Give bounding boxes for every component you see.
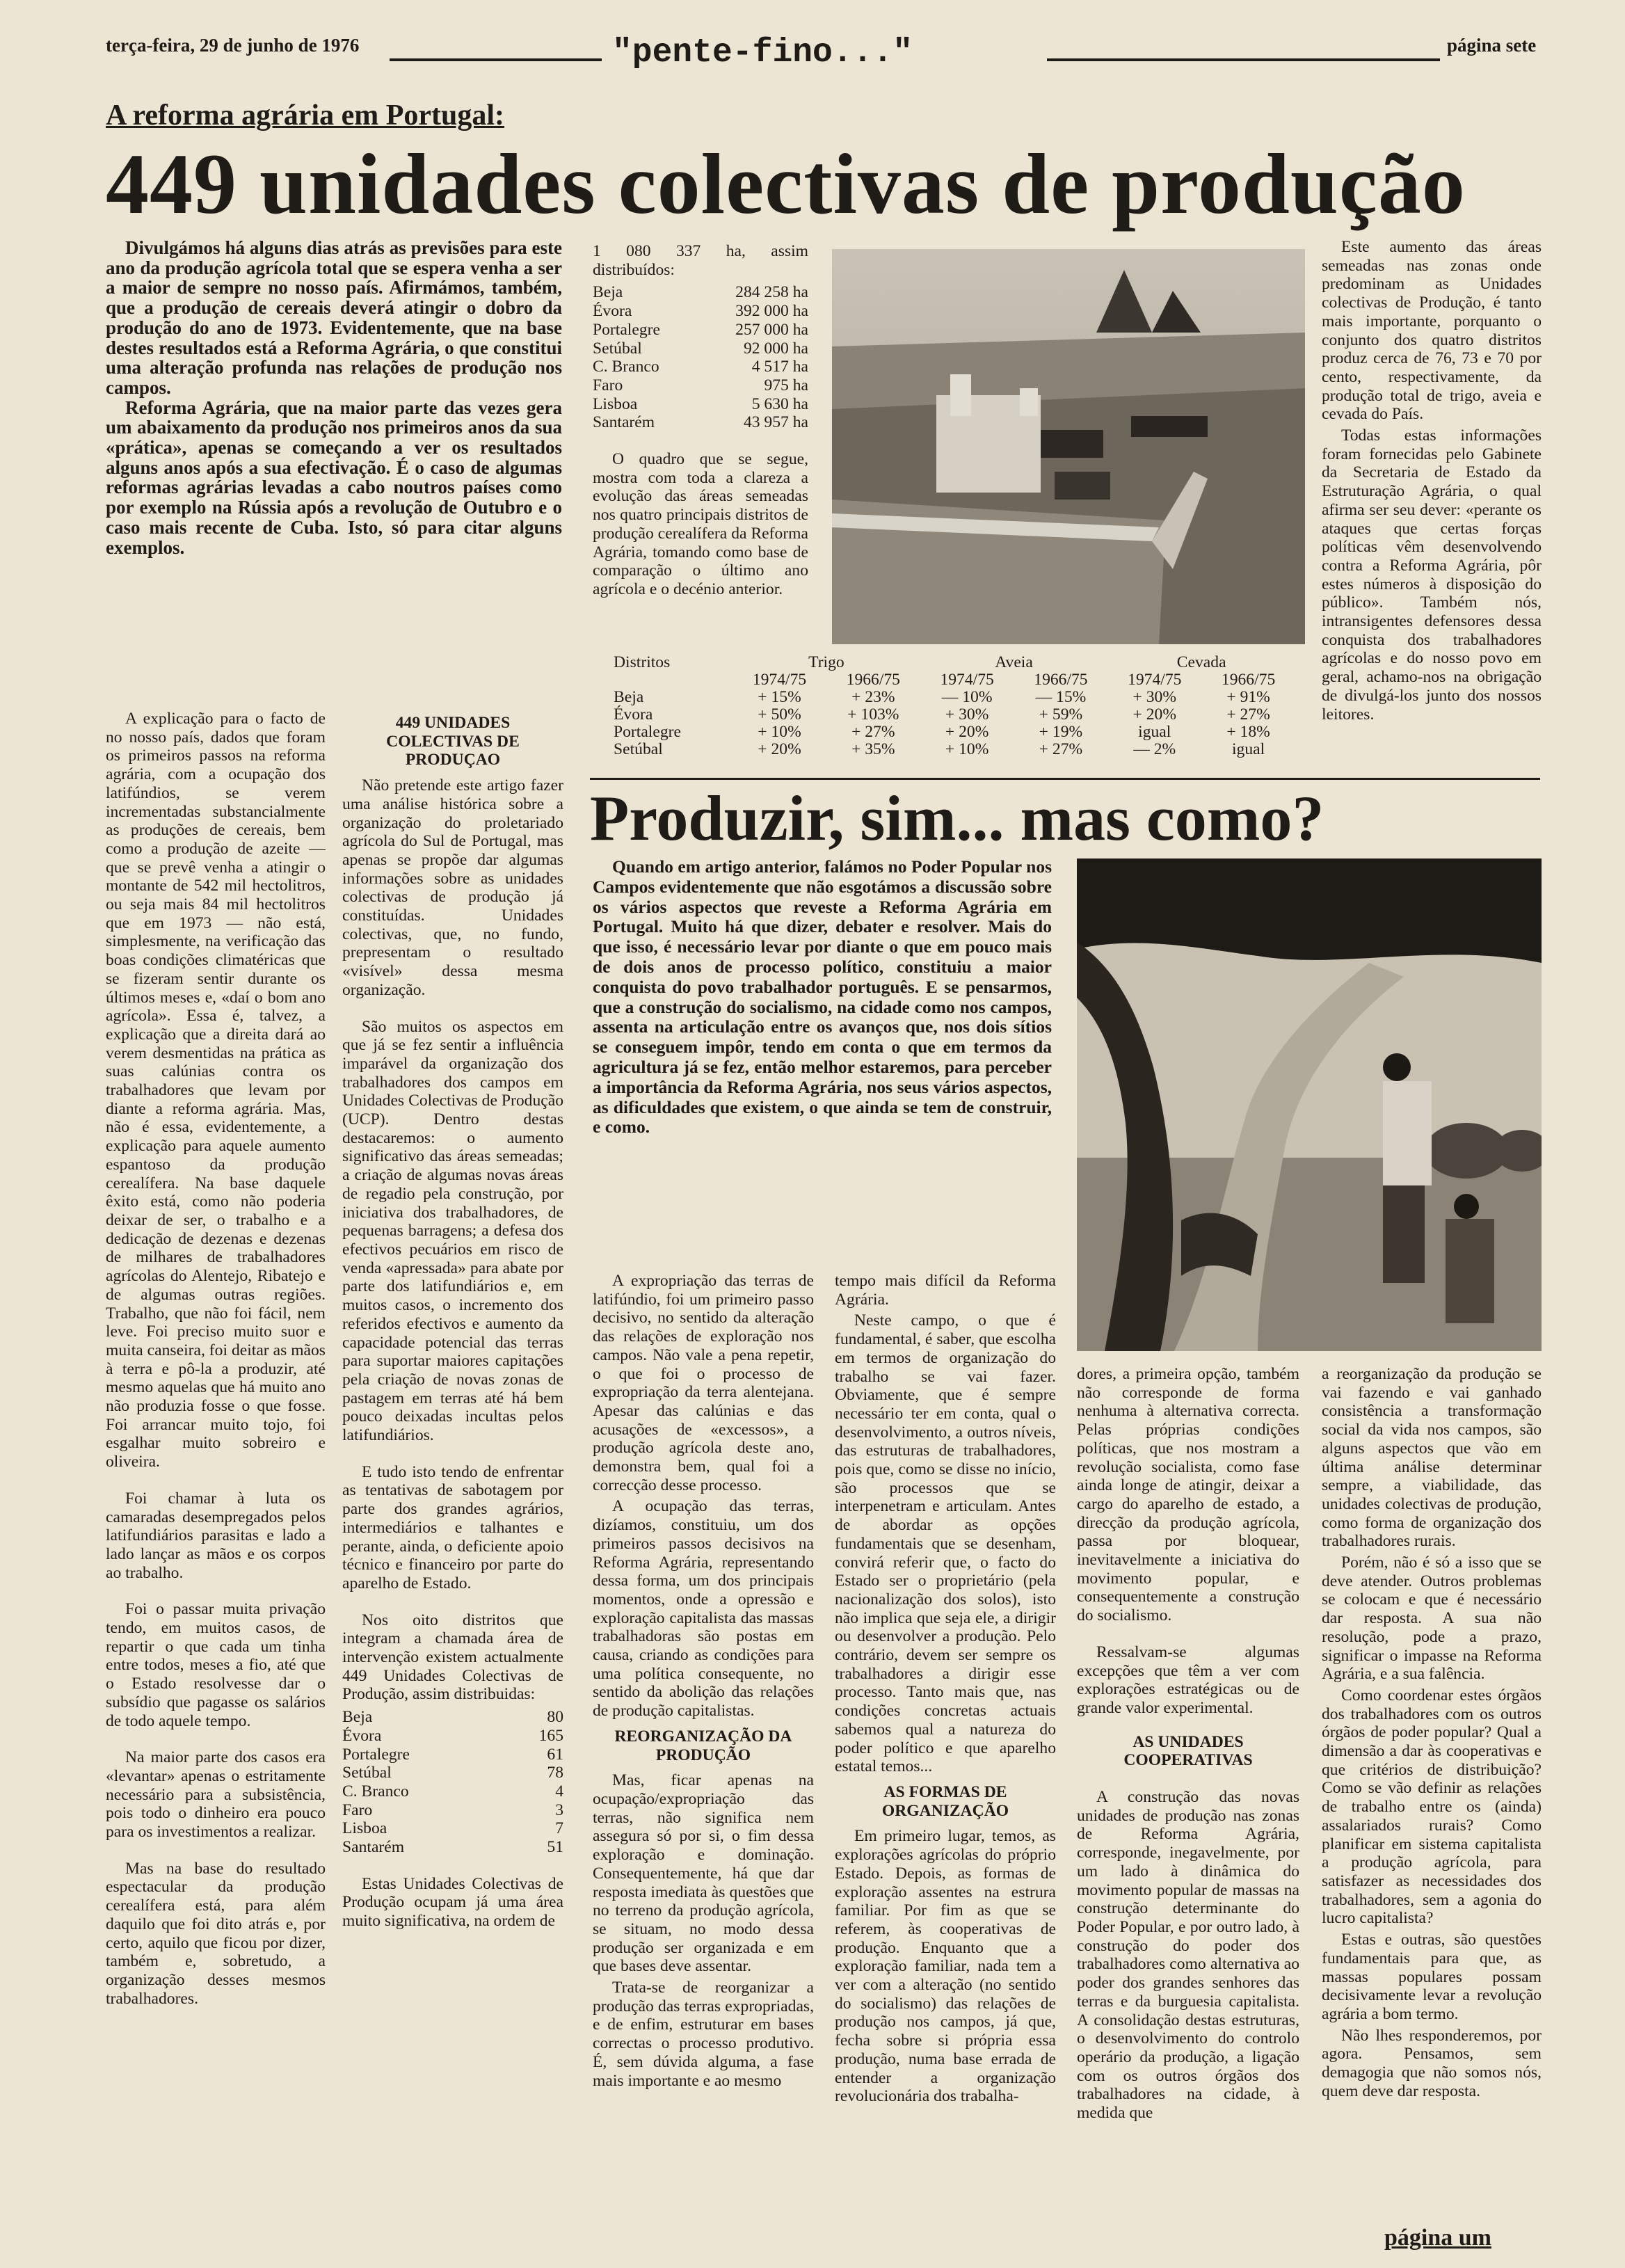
- district-row: [342, 1838, 563, 1857]
- district-value: 975 ha: [764, 376, 808, 394]
- body-paragraph: Este aumento das áreas semeadas nas zonas onde predominam as Unidades colectivas de Produção, é tanto mais importante, porquanto o conjunto dos quatro distritos produz cerca de 76, 73 e 70 por cento, respectivamente, da produção total de trigo, aveia e cevada do País.: [1322, 238, 1542, 424]
- body-paragraph: A construção das novas unidades de produção nas zonas de Reforma Agrária, corresponde, inegavelmente, por um lado à dinâmica do movimento popular de massas na construção determinante do Poder Popular, e por outro lado, à construção do poder dos trabalhadores como alternativa ao poder dos grandes senhores das terras e da burguesia capitalista. A consolidação destas estruturas, o desenvolvimento do controlo operário da produção, a ligação com os outros órgãos dos trabalhadores na cidade, à medida que: [1077, 1788, 1299, 2123]
- table-value-cell: + 10%: [945, 740, 989, 758]
- table-value-cell: + 27%: [851, 723, 895, 741]
- district-value: 61: [547, 1745, 563, 1764]
- table-row: [600, 741, 1295, 758]
- district-row: [342, 1727, 563, 1746]
- lead-paragraph: Divulgámos há alguns dias atrás as previsões para este ano da produção agrícola total que se espera venha a ser a maior de sempre no nosso país. Afirmámos, também, que a produção de cereais deverá atingir o dobro da produção do ano de 1973. Evidentemente, que na base destes resultados está a Reforma Agrária, o que constitui uma alteração profunda nas relações de produção nos campos.: [106, 237, 562, 398]
- district-value: 165: [538, 1726, 563, 1745]
- article-headline: 449 unidades colectivas de produção: [106, 136, 1466, 232]
- body-paragraph: A explicação para o facto de no nosso país, dados que foram os primeiros passos na reforma agrária, com a ocupação dos latifúndios, se verem incrementadas substancialmente as produções de cereais, bem como a produção de azeite — que se prevê venha a atingir o montante de 542 mil hectolitros, ou seja mais 84 mil hectolitros que em 1973 — não está, simplesmente, na verificação das boas condições climatéricas que se fizeram sentir durante os últimos meses e, «daí o bom ano agrícola». Essa é, talvez, a explicação que a direita dará ao verem desmentidas na prática as suas calúnias contra os trabalhadores que levam por diante a reforma agrária. Mas, não é essa, evidentemente, a explicação para aquele aumento espantoso da produção cerealífera. Na base daquele êxito está, como não poderia deixar de ser, o trabalho e a dedicação de dezenas e dezenas de milhares de trabalhadores agrícolas do Alentejo, Ribatejo e de algumas outras regiões. Trabalho, que não foi fácil, nem leve. Foi preciso muito suor e muita canseira, foi deitar as mãos à terra e pô-la a produzir, até mesmo aquelas que há muito ano não produzia fosse o que fosse. Foi arrancar muito tojo, foi esgalhar muito sobreiro e oliveira.: [106, 710, 326, 1471]
- column-subheading: 449 UNIDADES COLECTIVAS DE PRODUÇAO: [386, 714, 520, 769]
- table-value-cell: + 30%: [945, 705, 989, 724]
- header-date: terça-feira, 29 de junho de 1976: [106, 35, 360, 56]
- table-value-cell: + 20%: [945, 723, 989, 741]
- table-value-cell: + 30%: [1132, 688, 1176, 706]
- district-value: 392 000 ha: [735, 302, 808, 321]
- table-district-cell: Évora: [614, 705, 653, 724]
- article2-column-c: [1077, 1365, 1299, 2125]
- lead-paragraph: Quando em artigo anterior, falámos no Poder Popular nos Campos evidentemente que não esgotámos a discussão sobre os vários aspectos que reveste a Reforma Agrária em Portugal. Muito há que dizer, debater e resolver. Mais do que isso, é necessário levar por diante o que em pouco mais de dois anos de processo político, constituiu a maior conquista do povo trabalhador português. E se pensarmos, que a construção do socialismo, na cidade como nos campos, assenta na articulação entre os avanços que, nos dois sítios se conseguem impôr, tendo em conta o que em termos da agricultura já se fez, então melhor estaremos, para perceber a importância da Reforma Agrária, nos seus vários aspectos, as dificuldades que existem, o que ainda se tem de construir, e como.: [593, 856, 1052, 1137]
- body-paragraph: Estas Unidades Colectivas de Produção ocupam já uma área muito significativa, na ordem de: [342, 1874, 563, 1931]
- table-row: [600, 689, 1295, 706]
- district-value: 257 000 ha: [735, 320, 808, 339]
- article2-column-a: [593, 1272, 814, 2093]
- table-value-cell: — 2%: [1133, 740, 1176, 758]
- district-name: Portalegre: [342, 1745, 410, 1764]
- farm-photo-image: [832, 249, 1305, 644]
- district-value: 4: [555, 1782, 563, 1800]
- body-paragraph: a reorganização da produção se vai fazendo e vai ganhado consistência a transformação social da vida nos campos, são alguns aspectos que vão em última análise determinar sempre, a viabilidade, das unidades colectivas de produção, como forma de organização dos trabalhadores rurais.: [1322, 1365, 1542, 1551]
- lead-paragraph: Reforma Agrária, que na maior parte das vezes gera um abaixamento da produção nos primeiros anos da sua «prática», apenas se começando a ver os resultados alguns anos após a sua efectivação. É o caso de algumas reformas agrárias levadas a cabo noutros países como por exemplo na Rússia após a revolução de Outubro e o caso mais recente de Cuba. Isto, só para citar alguns exemplos.: [106, 397, 562, 558]
- cork-oak-photo: [1077, 859, 1542, 1351]
- header-page-number: página sete: [1447, 35, 1537, 56]
- body-paragraph: A ocupação das terras, dizíamos, constituiu, um dos primeiros passos decisivos na Reforma Agrária, representando dessa forma, um dos principais momentos, onde a opressão e exploração capitalista das massas trabalhadoras são postas em causa, criando as condições para uma política consequente, no sentido da abolição das relações de produção capitalistas.: [593, 1497, 814, 1720]
- table-value-cell: + 27%: [1039, 740, 1083, 758]
- district-row: [342, 1782, 563, 1801]
- table-period-header: 1966/75: [1034, 671, 1088, 689]
- table-value-cell: + 19%: [1039, 723, 1083, 741]
- column-subheading: REORGANIZAÇÃO DA PRODUÇÃO: [614, 1727, 792, 1764]
- body-paragraph: 1 080 337 ha, assim distribuídos:: [593, 242, 808, 279]
- cork-oak-photo-image: [1077, 859, 1542, 1351]
- table-value-cell: + 91%: [1226, 688, 1270, 706]
- header-rule-right: [1047, 58, 1440, 61]
- table-value-cell: igual: [1138, 723, 1171, 741]
- farm-photo: [832, 249, 1305, 644]
- district-name: Beja: [593, 283, 623, 302]
- district-value: 51: [547, 1838, 563, 1857]
- body-paragraph: Em primeiro lugar, temos, as explorações agrícolas do próprio Estado. Depois, as formas de exploração assentes na estrura familiar. Por fim as que se referem, às cooperativas de produção. Enquanto que a exploração familiar, nada tem a ver com a alteração (no sentido do socialismo) das relações de produção nos campos, já que, fecha sobre si própria essa produção, numa base errada de entender a organização revolucionária dos trabalha-: [835, 1827, 1056, 2106]
- table-group-header: Trigo: [808, 653, 844, 671]
- district-row: [342, 1708, 563, 1727]
- district-name: Beja: [342, 1708, 373, 1727]
- table-period-header: 1974/75: [752, 671, 807, 689]
- article-column-2: [342, 714, 563, 1933]
- body-paragraph: Foi chamar à luta os camaradas desempregados pelos latifundiários parasitas e lado a lado lançar as mãos e os corpos ao trabalho.: [106, 1489, 326, 1582]
- body-paragraph: Na maior parte dos casos era «levantar» apenas o estritamente necessário para a subsistência, pois todo o dinheiro era pouco para os investimentos a realizar.: [106, 1748, 326, 1842]
- body-paragraph: Não pretende este artigo fazer uma análise histórica sobre a organização do proletariado agrícola do Sul de Portugal, mas apenas se propõe dar algumas informações sobre as unidades colectivas de produção já constituídas. Unidades colectivas, que, no fundo, prepresentam o resultado «visível» dessa mesma organização.: [342, 776, 563, 999]
- table-period-header: 1974/75: [1128, 671, 1182, 689]
- table-value-cell: + 35%: [851, 740, 895, 758]
- sown-area-table: [600, 654, 1295, 758]
- table-value-cell: + 20%: [1132, 705, 1176, 724]
- district-row: [342, 1764, 563, 1782]
- district-name: C. Branco: [593, 358, 659, 376]
- body-paragraph: dores, a primeira opção, também não corresponde de forma nenhuma à alternativa correcta. Pelas próprias condições políticas, que nos mostram a revolução socialista, como fase ainda longe de atingir, deixar a cargo do aparelho de estado, a direcção da produção agrícola, passa por bloquear, inevitavelmente a iniciativa do movimento popular, e consequentemente a construção do socialismo.: [1077, 1365, 1299, 1625]
- table-value-cell: — 15%: [1035, 688, 1087, 706]
- district-name: Évora: [593, 302, 632, 321]
- body-paragraph: Trata-se de reorganizar a produção das terras expropriadas, e de enfim, estruturar em bases correctas o processo produtivo. É, sem dúvida alguma, a fase mais importante e ao mesmo: [593, 1979, 814, 2090]
- body-paragraph: tempo mais difícil da Reforma Agrária.: [835, 1272, 1056, 1309]
- body-paragraph: Ressalvam-se algumas excepções que têm a ver com explorações estratégicas ou de grande valor experimental.: [1077, 1643, 1299, 1717]
- table-district-cell: Portalegre: [614, 723, 681, 741]
- table-value-cell: igual: [1231, 740, 1265, 758]
- table-district-header: Distritos: [614, 653, 671, 671]
- body-paragraph: Mas, ficar apenas na ocupação/expropriação das terras, não significa nem assegura só por si, o fim dessa exploração e dominação. Consequentemente, há que dar resposta imediata às questões que no terreno da produção agrícola, se situam, no modo dessa produção ser organizada e em que bases deve assentar.: [593, 1771, 814, 1976]
- district-row: [593, 283, 808, 302]
- table-period-header: 1966/75: [1221, 671, 1276, 689]
- district-name: Santarém: [342, 1838, 405, 1857]
- body-paragraph: Não lhes responderemos, por agora. Pensamos, sem demagogia que não somos nós, quem deve dar resposta.: [1322, 2026, 1542, 2100]
- table-value-cell: + 27%: [1226, 705, 1270, 724]
- article-right-column: [1322, 238, 1542, 726]
- article-divider: [590, 778, 1540, 780]
- table-period-header: 1966/75: [846, 671, 900, 689]
- district-name: Portalegre: [593, 320, 660, 339]
- district-name: C. Branco: [342, 1782, 409, 1800]
- table-value-cell: + 20%: [758, 740, 801, 758]
- article-column-3: [593, 242, 808, 602]
- district-name: Setúbal: [342, 1764, 392, 1782]
- table-value-cell: + 18%: [1226, 723, 1270, 741]
- article-lead: [106, 238, 562, 557]
- article-kicker: A reforma agrária em Portugal:: [106, 99, 505, 131]
- article2-column-d: [1322, 1365, 1542, 2103]
- body-paragraph: Mas na base do resultado espectacular da produção cerealífera está, para além daquilo que foi dito atrás e, por certo, aquilo que ficou por dizer, também e, sobretudo, a organização desses mesmos trabalhadores.: [106, 1859, 326, 2008]
- column-subheading: AS UNIDADES COOPERATIVAS: [1123, 1732, 1253, 1770]
- district-name: Lisboa: [342, 1819, 387, 1838]
- table-group-header: Aveia: [995, 653, 1033, 671]
- body-paragraph: Como coordenar estes órgãos dos trabalhadores com os outros órgãos de poder popular? Qual a dimensão a dar às cooperativas e que critérios de distribuição? Como se vão definir as relações de trabalho entre os (ainda) assalariados rurais? Como planificar em sistema capitalista a produção agrícola, para satisfazer as necessidades dos trabalhadores, sem a agonia do lucro capitalista?: [1322, 1686, 1542, 1928]
- district-row: [593, 413, 808, 432]
- area-district-list: [593, 283, 808, 432]
- table-value-cell: + 23%: [851, 688, 895, 706]
- body-paragraph: O quadro que se segue, mostra com toda a clareza a evolução das áreas semeadas nos quatro principais distritos de produção cerealífera da Reforma Agrária, tomando como base de comparação o último ano agrícola e o decénio anterior.: [593, 450, 808, 598]
- district-name: Faro: [342, 1800, 373, 1819]
- district-value: 7: [555, 1819, 563, 1838]
- table-value-cell: + 15%: [758, 688, 801, 706]
- district-name: Lisboa: [593, 394, 638, 413]
- district-row: [342, 1746, 563, 1764]
- district-value: 92 000 ha: [743, 339, 808, 358]
- district-value: 3: [555, 1800, 563, 1819]
- district-row: [593, 376, 808, 395]
- district-value: 80: [547, 1708, 563, 1727]
- table-value-cell: + 10%: [758, 723, 801, 741]
- district-name: Santarém: [593, 413, 655, 432]
- article2-headline: Produzir, sim... mas como?: [590, 783, 1324, 854]
- district-value: 284 258 ha: [735, 283, 808, 302]
- district-row: [342, 1819, 563, 1838]
- ucp-district-list: [342, 1708, 563, 1857]
- body-paragraph: E tudo isto tendo de enfrentar as tentativas de sabotagem por parte dos grandes agrários, intermediários e talhantes e perante, ainda, o deficiente apoio técnico e financeiro por parte do aparelho de Estado.: [342, 1462, 563, 1592]
- table-group-header: Cevada: [1176, 653, 1226, 671]
- district-value: 78: [547, 1764, 563, 1782]
- table-value-cell: + 103%: [847, 705, 899, 724]
- continued-on-page[interactable]: página um: [1384, 2225, 1491, 2251]
- district-value: 4 517 ha: [751, 358, 808, 376]
- table-district-cell: Beja: [614, 688, 644, 706]
- body-paragraph: Neste campo, o que é fundamental, é saber, que escolha em termos de organização do trabalho se vai fazer. Obviamente, que é sempre necessário ter em conta, qual o desenvolvimento, a outros níveis, das estruturas de trabalhadores, pois que, como se disse no início, são processos que se interpenetram e articulam. Antes de abordar as opções fundamentais que se desenham, convirá referir que, o facto do Estado ser o proprietário (pela nacionalização dos solos), isto não implica que seja ele, a dirigir ou desenvolver a produção. Pelo contrário, devem ser sempre os trabalhadores a dirigir esse processo. Tanto mais que, nas condições concretas actuais sabemos qual a natureza do poder político e que aparelho estatal temos...: [835, 1311, 1056, 1776]
- body-paragraph: Foi o passar muita privação tendo, em muitos casos, de repartir o que cada um tinha entre todos, meses a fio, até que o Estado resolvesse dar o subsídio que pagasse os salários de todo aquele tempo.: [106, 1600, 326, 1730]
- table-value-cell: + 59%: [1039, 705, 1083, 724]
- header-rule-left: [390, 58, 602, 61]
- district-name: Setúbal: [593, 339, 642, 358]
- district-row: [593, 340, 808, 358]
- body-paragraph: Nos oito distritos que integram a chamada área de intervenção existem actualmente 449 Unidades Colectivas de Produção, assim distribuidas:: [342, 1611, 563, 1704]
- body-paragraph: São muitos os aspectos em que já se fez sentir a influência imparável da organização dos trabalhadores dos campos em Unidades Colectivas de Produção (UCP). Dentro destas destacaremos: o aumento significativo das áreas semeadas; a criação de algumas novas áreas de regadio pela construção, por iniciativa dos trabalhadores, de pequenas barragens; a defesa dos efectivos pecuários em risco de venda «apressada» para abate por parte dos latifundiários e, em muitos casos, o incremento dos referidos efectivos e aumento da capacidade potencial das terras para suportar maiores capitações pela criação de novas zonas de pastagem em terras até há bem pouco deixadas incultas pelos latifundiários.: [342, 1017, 563, 1445]
- body-paragraph: Todas estas informações foram fornecidas pelo Gabinete da Secretaria de Estado da Estruturação Agrária, o qual afirma ser seu dever: «perante os ataques que certas forças políticas vêm desenvolvendo contra a Reforma Agrária, pôr estes números à disposição do público». Também nós, intransigentes defensores dessa conquista dos trabalhadores agrícolas e do nosso povo em geral, achamo-nos na obrigação de divulgá-los junto dos nossos leitores.: [1322, 426, 1542, 724]
- district-row: [593, 358, 808, 376]
- body-paragraph: Estas e outras, são questões fundamentais para que, as massas populares possam decisivamente levar a revolução agrária a bom termo.: [1322, 1931, 1542, 2023]
- article2-lead: [593, 857, 1052, 1137]
- table-row: [600, 724, 1295, 741]
- district-row: [593, 321, 808, 340]
- table-value-cell: — 10%: [941, 688, 993, 706]
- district-name: Évora: [342, 1726, 382, 1745]
- district-row: [593, 395, 808, 414]
- body-paragraph: Porém, não é só a isso que se deve atender. Outros problemas se colocam e que é necessário dar resposta. A sua não resolução, pode a prazo, significar o impasse na Reforma Agrária, e a sua falência.: [1322, 1554, 1542, 1684]
- article-column-1: [106, 710, 326, 2011]
- table-district-cell: Setúbal: [614, 740, 663, 758]
- body-paragraph: A expropriação das terras de latifúndio, foi um primeiro passo decisivo, no sentido da alteração das relações de exploração nos campos. Não vale a pena repetir, o que foi o processo de expropriação da terra alentejana. Apesar das calúnias e das acusações de «excessos», a produção agrícola deste ano, demonstra bem, qual foi a correcção desse processo.: [593, 1272, 814, 1494]
- district-row: [342, 1801, 563, 1820]
- table-value-cell: + 50%: [758, 705, 801, 724]
- article2-column-b: [835, 1272, 1056, 2109]
- header-section: "pente-fino...": [612, 34, 913, 72]
- table-period-header: 1974/75: [940, 671, 994, 689]
- column-subheading: AS FORMAS DE ORGANIZAÇÃO: [881, 1782, 1009, 1820]
- district-row: [593, 302, 808, 321]
- district-value: 5 630 ha: [751, 394, 808, 413]
- district-name: Faro: [593, 376, 623, 394]
- district-value: 43 957 ha: [743, 413, 808, 432]
- table-row: [600, 706, 1295, 724]
